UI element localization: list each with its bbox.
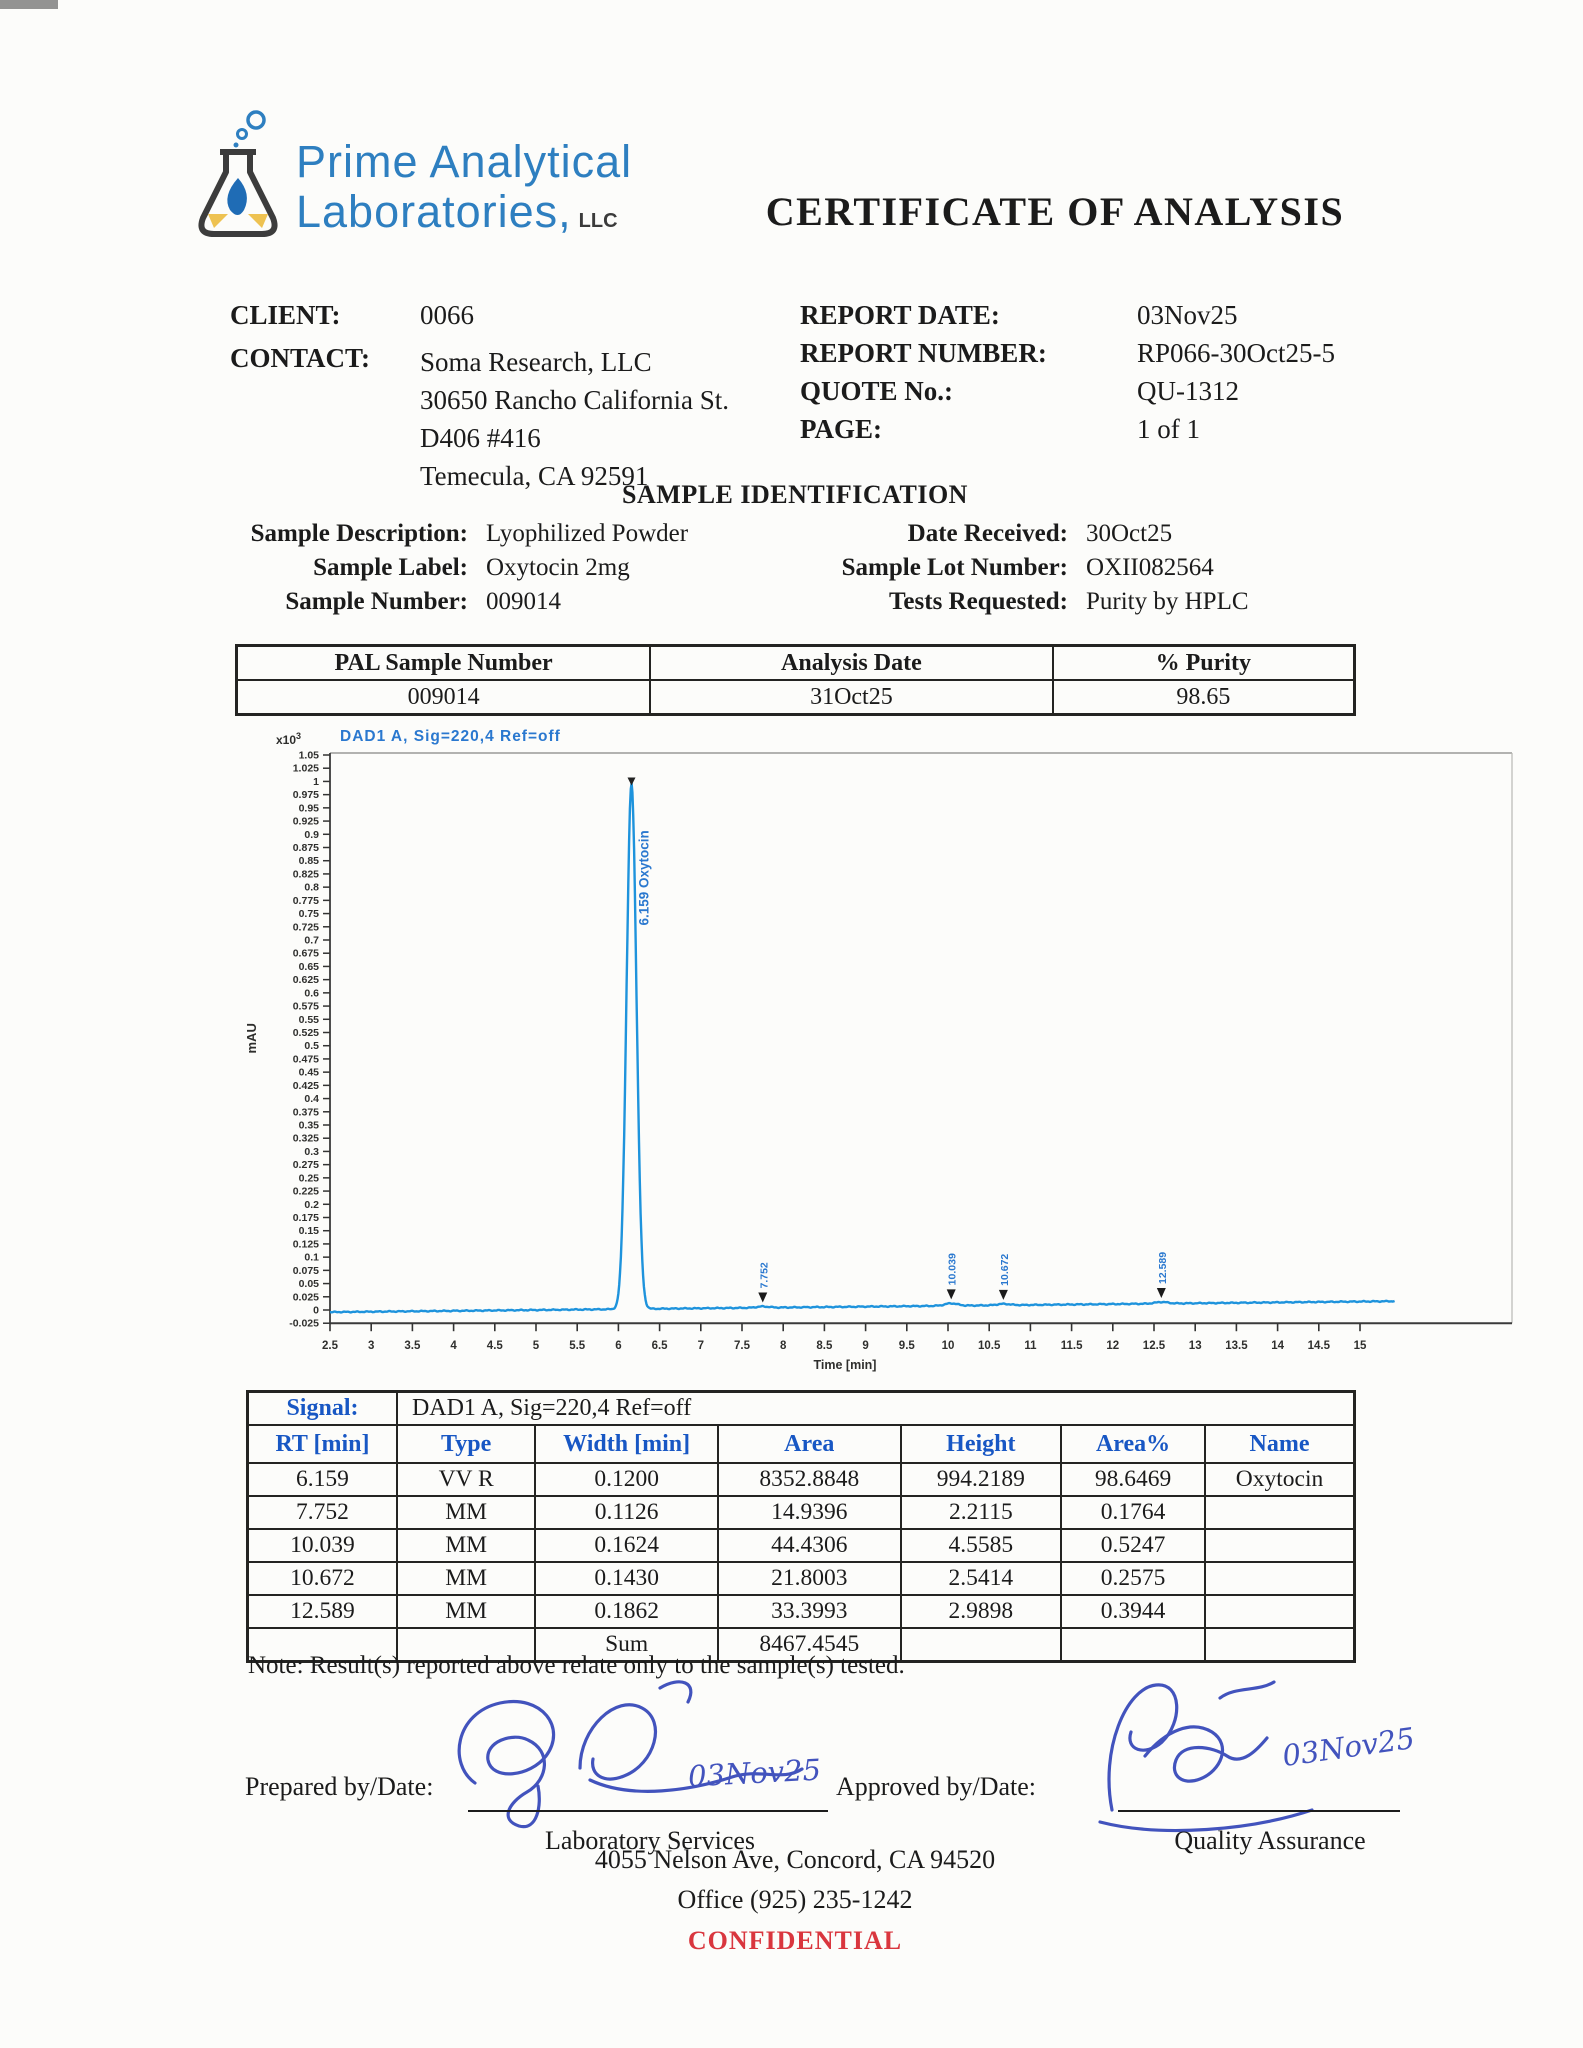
quote-number-value: QU-1312 xyxy=(1137,376,1239,406)
table-cell: 0.5247 xyxy=(1061,1529,1205,1562)
y-axis-tick-label: 0.375 xyxy=(292,1106,319,1119)
table-cell: 6.159 xyxy=(248,1463,397,1496)
table-cell: 10.672 xyxy=(248,1562,397,1595)
purity-summary-table xyxy=(235,644,1356,716)
table-cell: 994.2189 xyxy=(901,1463,1062,1496)
x-axis-tick-label: 3 xyxy=(367,1340,375,1353)
confidential-stamp: CONFIDENTIAL xyxy=(687,1926,903,1955)
sample-label-label: Sample Label: xyxy=(313,554,468,581)
x-axis-tick-label: 14 xyxy=(1271,1340,1284,1353)
y-axis-tick-label: -0.025 xyxy=(289,1317,319,1330)
x-axis-tick-label: 11 xyxy=(1024,1340,1037,1353)
y-axis-tick-label: 0.25 xyxy=(298,1172,319,1185)
peak-row xyxy=(248,1562,1355,1595)
contact-line: Temecula, CA 92591 xyxy=(420,461,649,491)
column-header: Width [min] xyxy=(535,1425,718,1463)
sum-label: Sum xyxy=(535,1628,718,1662)
minor-peak-marker xyxy=(758,1293,767,1303)
table-cell xyxy=(1205,1562,1355,1595)
contact-line: 30650 Rancho California St. xyxy=(420,385,729,415)
table-cell: 009014 xyxy=(237,680,651,715)
y-axis-tick-label: 0.425 xyxy=(292,1079,319,1092)
x-axis-tick-label: 5.5 xyxy=(569,1340,586,1353)
y-axis-tick-label: 0.15 xyxy=(298,1225,319,1238)
sample-number-label: Sample Number: xyxy=(285,588,468,615)
table-cell: 0.1862 xyxy=(535,1595,718,1628)
prepared-by-label: Prepared by/Date: xyxy=(245,1772,434,1801)
minor-peak-marker xyxy=(947,1289,956,1299)
y-axis-tick-label: 0.925 xyxy=(292,815,319,828)
peak-row xyxy=(248,1496,1355,1529)
note-text: Note: Result(s) reported above relate only to the sample(s) tested. xyxy=(248,1652,905,1679)
table-cell: 14.9396 xyxy=(718,1496,901,1529)
client-label: CLIENT: xyxy=(230,300,341,330)
hplc-chromatogram xyxy=(240,724,1530,1396)
peak-row xyxy=(248,1595,1355,1628)
x-axis-tick-label: 7 xyxy=(697,1340,705,1353)
y-axis-tick-label: 0.75 xyxy=(298,908,319,921)
y-axis-tick-label: 0.5 xyxy=(304,1040,319,1053)
table-cell: MM xyxy=(397,1529,535,1562)
table-cell: 98.6469 xyxy=(1061,1463,1205,1496)
date-received-label: Date Received: xyxy=(907,520,1068,547)
table-cell: 12.589 xyxy=(248,1595,397,1628)
y-axis-tick-label: 0.825 xyxy=(292,868,319,881)
table-cell xyxy=(1205,1496,1355,1529)
y-axis-tick-label: 1.05 xyxy=(298,749,319,762)
column-header: Area xyxy=(718,1425,901,1463)
peak-row xyxy=(248,1529,1355,1562)
table-cell: MM xyxy=(397,1496,535,1529)
signal-label: Signal: xyxy=(248,1392,397,1426)
y-axis-tick-label: 0.8 xyxy=(304,881,319,894)
column-header: Analysis Date xyxy=(650,646,1052,681)
y-axis-tick-label: 0.05 xyxy=(298,1278,319,1291)
table-cell: MM xyxy=(397,1595,535,1628)
y-axis-tick-label: 1.025 xyxy=(292,762,319,775)
signal-value: DAD1 A, Sig=220,4 Ref=off xyxy=(397,1392,1355,1426)
table-cell: 2.5414 xyxy=(901,1562,1062,1595)
table-cell: VV R xyxy=(397,1463,535,1496)
x-axis-tick-label: 9.5 xyxy=(898,1340,915,1353)
x-axis-tick-label: 3.5 xyxy=(404,1340,421,1353)
x-axis-tick-label: 10 xyxy=(941,1340,955,1353)
report-number-value: RP066-30Oct25-5 xyxy=(1137,338,1335,368)
table-cell: 2.9898 xyxy=(901,1595,1062,1628)
tests-requested-label: Tests Requested: xyxy=(889,588,1068,615)
table-cell xyxy=(1205,1595,1355,1628)
x-axis-title: Time [min] xyxy=(813,1358,877,1373)
chart-title: DAD1 A, Sig=220,4 Ref=off xyxy=(340,728,561,745)
table-cell xyxy=(901,1628,1062,1662)
x-axis-tick-label: 12 xyxy=(1106,1340,1120,1353)
table-cell: 0.1126 xyxy=(535,1496,718,1529)
page-count-value: 1 of 1 xyxy=(1137,414,1200,444)
table-cell: 0.3944 xyxy=(1061,1595,1205,1628)
sample-identification-heading: SAMPLE IDENTIFICATION xyxy=(622,480,968,509)
y-axis-tick-label: 0.675 xyxy=(292,947,319,960)
y-axis-tick-label: 0.175 xyxy=(292,1212,319,1224)
main-peak-label: 6.159 Oxytocin xyxy=(636,830,652,926)
table-cell: 0.2575 xyxy=(1061,1562,1205,1595)
y-axis-tick-label: 0.2 xyxy=(304,1198,319,1211)
approved-signature-line xyxy=(1118,1810,1400,1812)
lab-address: 4055 Nelson Ave, Concord, CA 94520 xyxy=(594,1845,996,1874)
approved-role-label: Quality Assurance xyxy=(1174,1826,1366,1855)
flask-logo-icon xyxy=(186,108,290,248)
y-axis-tick-label: 0.4 xyxy=(304,1093,319,1106)
column-header: Name xyxy=(1205,1425,1355,1463)
y-axis-tick-label: 1 xyxy=(313,775,319,788)
y-axis-tick-label: 0.55 xyxy=(298,1013,319,1026)
y-axis-tick-label: 0.325 xyxy=(292,1132,319,1145)
y-axis-tick-label: 0.525 xyxy=(292,1027,319,1039)
minor-peak-marker xyxy=(1157,1288,1166,1298)
table-row xyxy=(237,680,1355,715)
sum-value: 8467.4545 xyxy=(718,1628,901,1662)
minor-peak-label: 10.672 xyxy=(998,1253,1011,1286)
x-axis-tick-label: 11.5 xyxy=(1060,1340,1083,1353)
y-axis-tick-label: 0.275 xyxy=(292,1159,319,1172)
y-axis-tick-label: 0.975 xyxy=(292,789,319,802)
y-axis-tick-label: 0.65 xyxy=(298,960,319,973)
table-cell xyxy=(1205,1628,1355,1662)
sample-lot-number-value: OXII082564 xyxy=(1086,554,1214,581)
y-axis-tick-label: 0.95 xyxy=(298,802,319,815)
x-axis-tick-label: 14.5 xyxy=(1307,1340,1330,1353)
y-axis-tick-label: 0.7 xyxy=(304,934,319,947)
column-header: PAL Sample Number xyxy=(237,646,651,681)
x-axis-tick-label: 13 xyxy=(1188,1340,1202,1353)
column-header: Area% xyxy=(1061,1425,1205,1463)
table-cell: 10.039 xyxy=(248,1529,397,1562)
report-date-value: 03Nov25 xyxy=(1137,300,1238,330)
y-axis-tick-label: 0.35 xyxy=(298,1119,319,1132)
page-title: CERTIFICATE OF ANALYSIS xyxy=(765,189,1345,234)
x-axis-tick-label: 15 xyxy=(1353,1340,1367,1353)
x-axis-tick-label: 10.5 xyxy=(978,1340,1001,1353)
signal-row xyxy=(248,1392,1355,1426)
minor-peak-label: 7.752 xyxy=(758,1262,771,1289)
table-cell: MM xyxy=(397,1562,535,1595)
minor-peak-marker xyxy=(999,1290,1008,1300)
x-axis-tick-label: 2.5 xyxy=(322,1340,338,1353)
date-received-value: 30Oct25 xyxy=(1086,520,1173,547)
y-axis-tick-label: 0.6 xyxy=(304,987,319,1000)
y-axis-tick-label: 0.9 xyxy=(304,828,319,841)
contact-label: CONTACT: xyxy=(230,343,370,373)
prepared-signature-line xyxy=(468,1810,828,1812)
main-peak-apex-marker xyxy=(628,778,636,786)
x-axis-tick-label: 4 xyxy=(450,1340,457,1353)
scan-artifact xyxy=(0,0,58,9)
contact-line: Soma Research, LLC xyxy=(420,347,652,377)
table-cell: 7.752 xyxy=(248,1496,397,1529)
prepared-date-handwritten: 03Nov25 xyxy=(687,1752,822,1794)
y-axis-tick-label: 0.075 xyxy=(292,1264,319,1277)
column-header: % Purity xyxy=(1053,646,1355,681)
x-axis-tick-label: 7.5 xyxy=(734,1340,750,1353)
report-number-label: REPORT NUMBER: xyxy=(800,338,1047,368)
table-cell: 8352.8848 xyxy=(718,1463,901,1496)
client-value: 0066 xyxy=(420,300,474,330)
x-axis-tick-label: 6 xyxy=(615,1340,622,1353)
x-axis-tick-label: 4.5 xyxy=(486,1340,503,1353)
x-axis-tick-label: 13.5 xyxy=(1225,1340,1248,1353)
y-axis-tick-label: 0.45 xyxy=(298,1066,319,1079)
y-axis-tick-label: 0.125 xyxy=(292,1238,319,1251)
tests-requested-value: Purity by HPLC xyxy=(1086,588,1249,615)
y-axis-tick-label: 0.625 xyxy=(292,974,319,987)
minor-peak-label: 10.039 xyxy=(946,1253,959,1286)
y-axis-tick-label: 0.725 xyxy=(292,921,319,934)
approved-by-label: Approved by/Date: xyxy=(836,1772,1037,1801)
table-cell xyxy=(1205,1529,1355,1562)
x-axis-tick-label: 5 xyxy=(532,1340,540,1353)
table-cell: 0.1764 xyxy=(1061,1496,1205,1529)
column-header: Height xyxy=(901,1425,1062,1463)
y-axis-tick-label: 0.875 xyxy=(292,842,319,854)
table-cell: 44.4306 xyxy=(718,1529,901,1562)
column-header: RT [min] xyxy=(248,1425,397,1463)
y-axis-tick-label: 0.85 xyxy=(298,855,319,868)
sample-description-value: Lyophilized Powder xyxy=(486,520,689,547)
logo-name-line2: Laboratories, xyxy=(296,186,572,237)
y-axis-scale-label: $x10^3$ xyxy=(276,731,302,747)
contact-line: D406 #416 xyxy=(420,423,541,453)
x-axis-tick-label: 8 xyxy=(779,1340,787,1353)
logo-llc: LLC xyxy=(578,210,618,232)
table-cell: 33.3993 xyxy=(718,1595,901,1628)
x-axis-tick-label: 8.5 xyxy=(816,1340,833,1353)
table-cell: 0.1200 xyxy=(535,1463,718,1496)
logo-name-line1: Prime Analytical xyxy=(296,136,633,187)
minor-peak-label: 12.589 xyxy=(1156,1251,1169,1285)
table-cell: 0.1430 xyxy=(535,1562,718,1595)
y-axis-scale-exponent: 3 xyxy=(296,731,302,741)
table-cell: 4.5585 xyxy=(901,1529,1062,1562)
x-axis-tick-label: 9 xyxy=(862,1340,869,1353)
y-axis-tick-label: 0.225 xyxy=(292,1185,319,1198)
sample-label-value: Oxytocin 2mg xyxy=(486,554,630,581)
table-cell: Oxytocin xyxy=(1205,1463,1355,1496)
y-axis-tick-label: 0.1 xyxy=(304,1251,319,1264)
sample-description-label: Sample Description: xyxy=(250,520,468,547)
y-axis-tick-label: 0.3 xyxy=(304,1145,319,1158)
table-cell: 31Oct25 xyxy=(650,680,1052,715)
peak-row xyxy=(248,1463,1355,1496)
table-header-row xyxy=(248,1425,1355,1463)
table-cell: 21.8003 xyxy=(718,1562,901,1595)
quote-number-label: QUOTE No.: xyxy=(800,376,954,406)
y-axis-tick-label: 0.475 xyxy=(292,1053,319,1066)
page-count-label: PAGE: xyxy=(800,414,882,444)
y-axis-unit-label: mAU xyxy=(244,1023,259,1054)
table-cell: 2.2115 xyxy=(901,1496,1062,1529)
chromatogram-trace xyxy=(330,783,1395,1312)
x-axis-tick-label: 12.5 xyxy=(1142,1340,1166,1353)
x-axis-tick-label: 6.5 xyxy=(651,1340,668,1353)
table-cell: 0.1624 xyxy=(535,1529,718,1562)
sample-number-value: 009014 xyxy=(486,588,561,615)
column-header: Type xyxy=(397,1425,535,1463)
prepared-role-label: Laboratory Services xyxy=(544,1826,756,1855)
table-row xyxy=(237,646,1355,681)
y-axis-tick-label: 0 xyxy=(313,1304,319,1317)
table-cell xyxy=(1061,1628,1205,1662)
sample-lot-number-label: Sample Lot Number: xyxy=(841,554,1068,581)
y-axis-tick-label: 0.025 xyxy=(292,1291,319,1304)
approved-date-handwritten: 03Nov25 xyxy=(1280,1720,1417,1774)
lab-phone: Office (925) 235-1242 xyxy=(677,1885,913,1914)
peak-results-table xyxy=(246,1390,1356,1663)
y-axis-tick-label: 0.575 xyxy=(292,1000,319,1013)
y-axis-tick-label: 0.775 xyxy=(292,894,319,907)
report-date-label: REPORT DATE: xyxy=(800,300,1000,330)
table-cell: 98.65 xyxy=(1053,680,1355,715)
